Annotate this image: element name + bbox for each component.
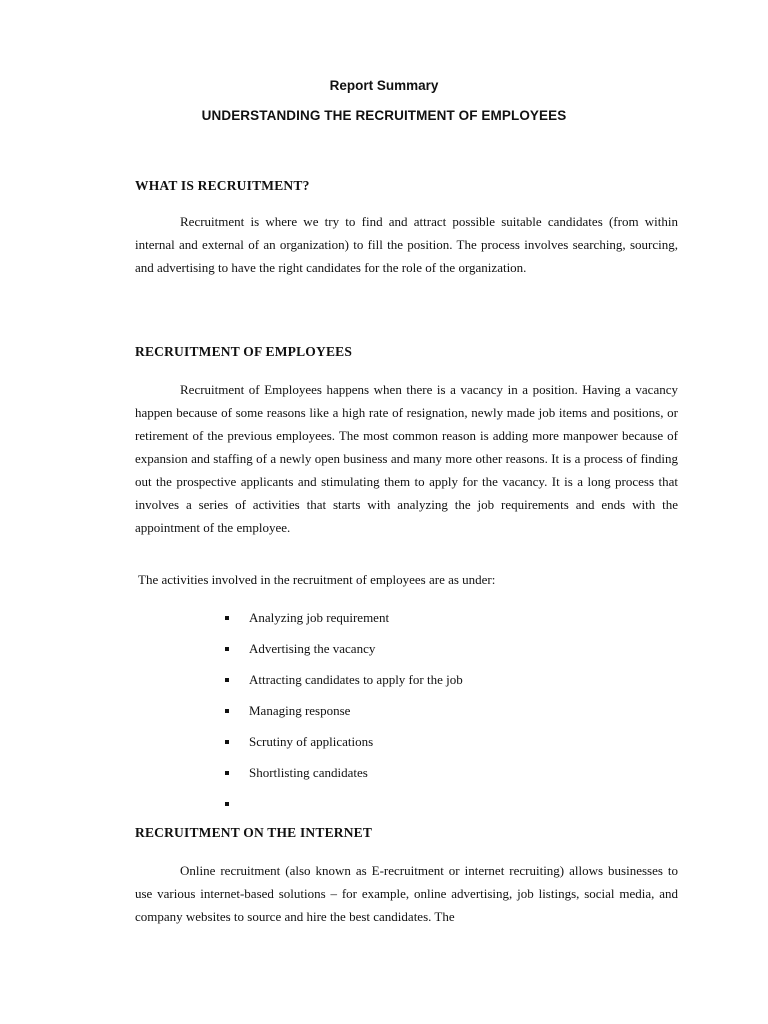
bullet-icon bbox=[225, 802, 229, 806]
section-heading-what-is-recruitment: WHAT IS RECRUITMENT? bbox=[135, 178, 310, 193]
section-heading-recruitment-of-employees: RECRUITMENT OF EMPLOYEES bbox=[135, 344, 353, 359]
activities-intro: The activities involved in the recruitment of employees are as under: bbox=[138, 572, 496, 587]
list-item-text: Analyzing job requirement bbox=[249, 610, 390, 625]
list-item-text: Shortlisting candidates bbox=[249, 765, 368, 780]
list-item-text: Attracting candidates to apply for the job bbox=[249, 672, 463, 687]
paragraph-text: Online recruitment (also known as E-recruitment or internet recruiting) allows businesses to use various internet-based solutions – for example, online advertising, job listings, social media, and company websites to source and hire the best candidates. The bbox=[135, 863, 678, 924]
section-paragraph-recruitment-on-the-internet bbox=[135, 859, 678, 928]
bullet-icon bbox=[225, 616, 229, 620]
bullet-icon bbox=[225, 771, 229, 775]
section-heading-recruitment-on-the-internet: RECRUITMENT ON THE INTERNET bbox=[135, 825, 373, 840]
bullet-icon bbox=[225, 740, 229, 744]
bullet-icon bbox=[225, 647, 229, 651]
list-item-text: Managing response bbox=[249, 703, 351, 718]
paragraph-text: Recruitment of Employees happens when there is a vacancy in a position. Having a vacancy happen because of some reasons like a high rate of resignation, newly made job items and positions, or retirement of the previous employees. The most common reason is adding more manpower because of expansion and staffing of a newly open business and many more other reasons. It is a process of finding out the prospective applicants and stimulating them to apply for the vacancy. It is a long process that involves a series of activities that starts with analyzing the job requirements and ends with the appointment of the employee. bbox=[135, 382, 678, 535]
section-paragraph-what-is-recruitment bbox=[135, 210, 678, 279]
bullet-icon bbox=[225, 709, 229, 713]
list-item-text: Advertising the vacancy bbox=[249, 641, 376, 656]
paragraph-text: Recruitment is where we try to find and attract possible suitable candidates (from within internal and external of an organization) to fill the position. The process involves searching, sourcing, and advertising to have the right candidates for the role of the organization. bbox=[135, 214, 678, 275]
report-subtitle: UNDERSTANDING THE RECRUITMENT OF EMPLOYEES bbox=[201, 108, 567, 123]
list-item-text: Scrutiny of applications bbox=[249, 734, 374, 749]
section-paragraph-recruitment-of-employees bbox=[135, 378, 678, 539]
report-title: Report Summary bbox=[329, 78, 439, 93]
bullet-icon bbox=[225, 678, 229, 682]
